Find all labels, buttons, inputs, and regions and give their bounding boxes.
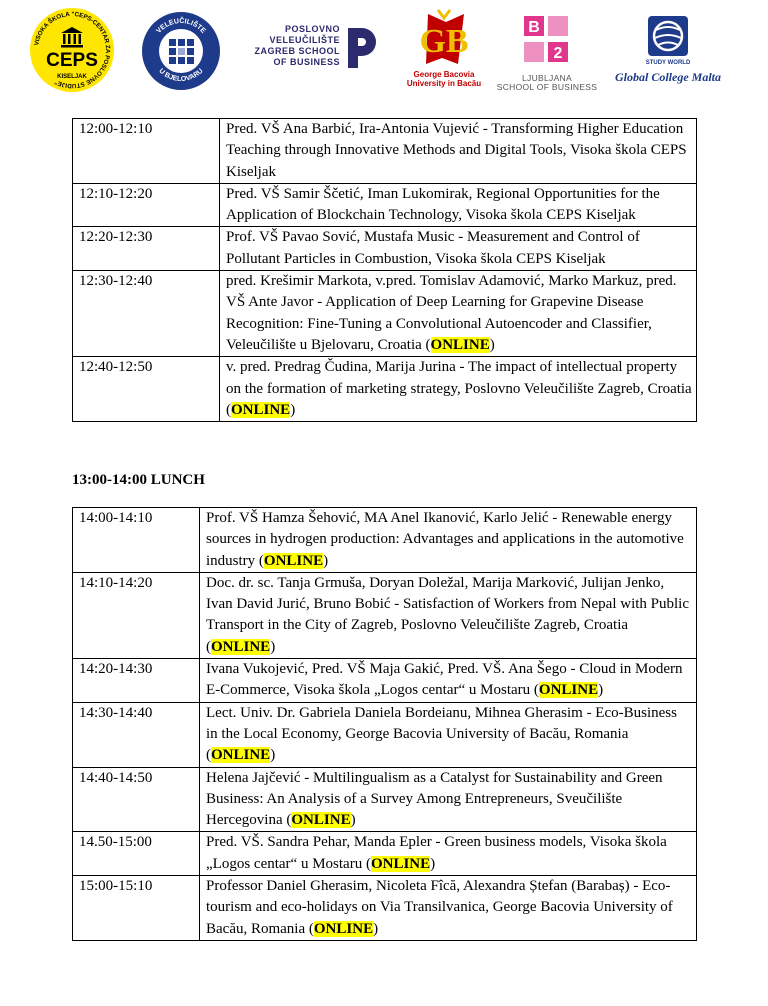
table-row (73, 227, 697, 271)
header-logos (0, 0, 768, 100)
presentation-cell: Helena Jajčević - Multilingualism as a Catalyst for Sustainability and Green Business: An Analysis of a Survey Among Entrepreneurs, Sveučilište Hercegovina (ONLINE) (200, 767, 697, 832)
table-row (73, 702, 697, 767)
presentation-cell: Prof. VŠ Hamza Šehović, MA Anel Ikanović, Karlo Jelić - Renewable energy sources in hydrogen production: Advantages and applications in the automotive industry (ONLINE) (200, 508, 697, 573)
presentation-cell (220, 119, 697, 184)
presentation-text: Prof. VŠ Pavao Sović, Mustafa Music - Measurement and Control of Pollutant Particles in Combustion, Visoka škola CEPS Kiseljak (226, 229, 640, 267)
pvz-logo-text (250, 24, 340, 68)
svg-text:B: B (528, 19, 540, 36)
presentation-cell: pred. Krešimir Markota, v.pred. Tomislav Adamović, Marko Markuz, pred. VŠ Ante Javor - Application of Deep Learning for Grapevine Disease Recognition: Fine-Tuning a Convolutional Autoencoder and Classifier, Veleučilište u Bjelovaru, Croatia (ONLINE) (220, 271, 697, 357)
b2-logo-caption (490, 74, 604, 92)
presentation-text: Prof. VŠ Hamza Šehović, MA Anel Ikanović, Karlo Jelić - Renewable energy sources in hydrogen production: Advantages and applications in the automotive industry (206, 510, 684, 569)
time-cell: 14:00-14:10 (73, 508, 200, 573)
online-badge: ONLINE (538, 682, 599, 699)
presentation-cell: Lect. Univ. Dr. Gabriela Daniela Bordeianu, Mihnea Gherasim - Eco-Business in the Local Economy, George Bacovia University of Bacău, Romania (ONLINE) (200, 702, 697, 767)
b2-mark-icon (490, 12, 604, 72)
time-cell: 14:30-14:40 (73, 702, 200, 767)
table-row (73, 183, 697, 227)
pvz-line: ZAGREB SCHOOL (254, 46, 340, 56)
schedule-table-session2 (72, 507, 697, 941)
presentation-text: Pred. VŠ Samir Ščetić, Iman Lukomirak, Regional Opportunities for the Application of Blockchain Technology, Visoka škola CEPS Kiseljak (226, 185, 660, 224)
ceps-logo-word: CEPS (46, 50, 98, 71)
gb-caption-line: University in Bacău (406, 79, 482, 88)
presentation-cell (220, 183, 697, 227)
online-badge: ONLINE (263, 552, 324, 569)
time-cell: 14.50-15:00 (73, 832, 200, 876)
svg-text:2: 2 (553, 45, 563, 62)
table-row (73, 271, 697, 357)
pvz-logo (250, 24, 380, 78)
time-cell: 12:00-12:10 (73, 119, 220, 184)
lunch-break: 13:00-14:00 LUNCH (72, 472, 205, 488)
malta-logo-small: STUDY WORLD (645, 60, 691, 66)
table-row (73, 659, 697, 703)
presentation-text: pred. Krešimir Markota, v.pred. Tomislav Adamović, Marko Markuz, pred. VŠ Ante Javor - Application of Deep Learning for Grapevine Disease Recognition: Fine-Tuning a Convolutional Autoencoder and Classifier, Veleučilište u Bjelovaru, Croatia (226, 273, 677, 353)
time-cell: 15:00-15:10 (73, 876, 200, 941)
temple-icon (60, 26, 84, 48)
presentation-cell: Pred. VŠ. Sandra Pehar, Manda Epler - Green business models, Visoka škola „Logos centar“ u Mostaru (ONLINE) (200, 832, 697, 876)
veleuciliste-ring-top: VELEUČILIŠTE (155, 17, 207, 35)
b2-caption-line: SCHOOL OF BUSINESS (496, 82, 598, 92)
table-row (73, 119, 697, 184)
time-cell: 12:30-12:40 (73, 271, 220, 357)
presentation-cell: Ivana Vukojević, Pred. VŠ Maja Gakić, Pred. VŠ. Ana Šego - Cloud in Modern E-Commerce, Visoka škola „Logos centar“ u Mostaru (ONLINE) (200, 659, 697, 703)
time-cell: 14:10-14:20 (73, 572, 200, 658)
online-badge: ONLINE (370, 855, 431, 872)
table-row (73, 572, 697, 658)
time-cell: 12:20-12:30 (73, 227, 220, 271)
veleuciliste-ring-bottom: U BJELOVARU (157, 67, 205, 84)
table-row (73, 357, 697, 422)
pvz-line: POSLOVNO (284, 24, 340, 34)
presentation-text: Pred. VŠ. Sandra Pehar, Manda Epler - Green business models, Visoka škola „Logos centar“ u Mostaru (206, 834, 667, 872)
gb-logo-caption (398, 70, 490, 88)
gb-monogram-icon (398, 8, 490, 70)
presentation-text: Professor Daniel Gherasim, Nicoleta Fîcă, Alexandra Ștefan (Barabaș) - Eco-tourism and eco-holidays on Via Transilvanica, George Bacovia University of Bacău, Romania (206, 878, 673, 937)
table-row (73, 508, 697, 573)
presentation-text: Ivana Vukojević, Pred. VŠ Maja Gakić, Pred. VŠ. Ana Šego - Cloud in Modern E-Commerce, Visoka škola „Logos centar“ u Mostaru (206, 661, 683, 699)
schedule-body-session2 (73, 508, 697, 941)
gb-caption-line: George Bacovia (413, 70, 475, 79)
presentation-text: v. pred. Predrag Čudina, Marija Jurina - The impact of intellectual property on the formation of marketing strategy, Poslovno Veleučilište Zagreb, Croatia (226, 359, 692, 397)
online-badge: ONLINE (211, 638, 271, 655)
online-badge: ONLINE (291, 812, 351, 829)
ceps-logo-sub: KISELJAK (57, 74, 87, 80)
global-college-malta-logo (612, 12, 724, 92)
presentation-cell: Professor Daniel Gherasim, Nicoleta Fîcă, Alexandra Ștefan (Barabaș) - Eco-tourism and eco-holidays on Via Transilvanica, George Bacovia University of Bacău, Romania (ONLINE) (200, 876, 697, 941)
presentation-text: Doc. dr. sc. Tanja Grmuša, Doryan Doležal, Marija Marković, Julijan Jenko, Ivan David Jurić, Bruno Bobić - Satisfaction of Workers from Nepal with Public Transport in the City of Zagreb, Poslovno Veleučilište Zagreb, Croatia (206, 574, 690, 634)
pvz-line: OF BUSINESS (273, 57, 340, 67)
presentation-text: Pred. VŠ Ana Barbić, Ira-Antonia Vujević - Transforming Higher Education Teaching through Innovative Methods and Digital Tools, Visoka škola CEPS Kiseljak (226, 121, 687, 180)
george-bacovia-logo (398, 8, 490, 92)
presentation-text: Lect. Univ. Dr. Gabriela Daniela Bordeianu, Mihnea Gherasim - Eco-Business in the Local Economy, George Bacovia University of Bacău, Romania (206, 704, 677, 742)
time-cell: 12:10-12:20 (73, 183, 220, 227)
table-row (73, 876, 697, 941)
veleuciliste-logo (142, 12, 220, 90)
schedule-body-session1 (73, 119, 697, 422)
online-badge: ONLINE (430, 336, 490, 353)
globe-icon (612, 12, 724, 60)
online-badge: ONLINE (313, 920, 374, 937)
malta-logo-caption: Global College Malta (615, 70, 721, 84)
svg-text:GB: GB (419, 23, 469, 60)
ceps-ring-text: VISOKA ŠKOLA "CEPS-CENTAR ZA POSLOVNE STUDIJE" (33, 10, 112, 90)
table-row (73, 767, 697, 832)
presentation-text: Helena Jajčević - Multilingualism as a Catalyst for Sustainability and Green Business: An Analysis of a Survey Among Entrepreneurs, Sveučilište Hercegovina (206, 769, 663, 829)
presentation-cell: v. pred. Predrag Čudina, Marija Jurina - The impact of intellectual property on the formation of marketing strategy, Poslovno Veleučilište Zagreb, Croatia (ONLINE) (220, 357, 697, 422)
table-row (73, 832, 697, 876)
presentation-cell (220, 227, 697, 271)
pvz-p-icon (344, 26, 380, 70)
online-badge: ONLINE (211, 747, 271, 764)
ljubljana-logo (490, 12, 604, 92)
schedule-table-session1 (72, 118, 697, 422)
time-cell: 12:40-12:50 (73, 357, 220, 422)
online-badge: ONLINE (231, 401, 291, 418)
b2-caption-line: LJUBLJANA (522, 73, 572, 83)
time-cell: 14:40-14:50 (73, 767, 200, 832)
presentation-cell: Doc. dr. sc. Tanja Grmuša, Doryan Doležal, Marija Marković, Julijan Jenko, Ivan David Jurić, Bruno Bobić - Satisfaction of Workers from Nepal with Public Transport in the City of Zagreb, Poslovno Veleučilište Zagreb, Croatia (ONLINE) (200, 572, 697, 658)
pvz-line: VELEUČILIŠTE (269, 35, 340, 45)
time-cell: 14:20-14:30 (73, 659, 200, 703)
veleuciliste-ring-icon (142, 12, 220, 90)
ceps-logo (30, 8, 114, 92)
